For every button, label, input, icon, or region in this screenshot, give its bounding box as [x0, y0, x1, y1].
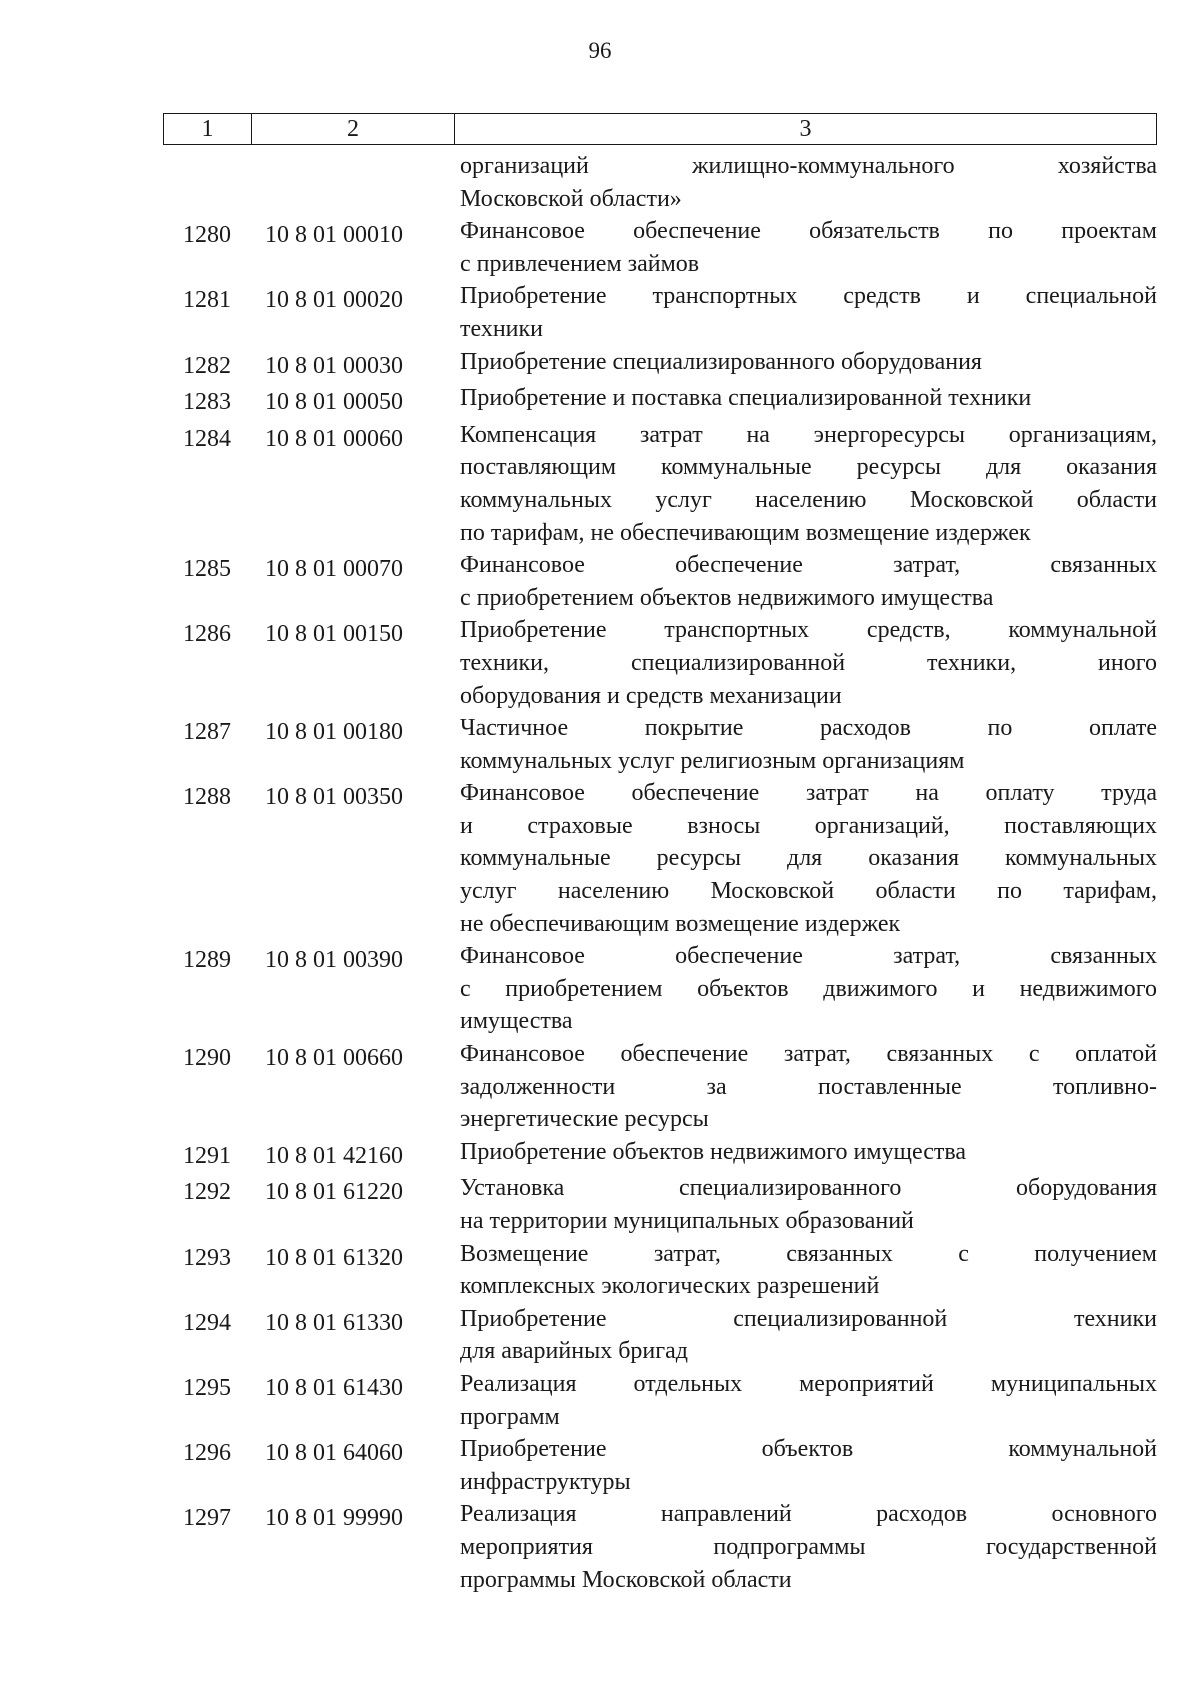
row-code: 10 8 01 00390 [265, 947, 403, 974]
description-line: с приобретением объектов движимого и недвижимого [460, 975, 1157, 1002]
row-description [460, 346, 1157, 383]
row-number: 1285 [183, 556, 231, 583]
table-row [163, 712, 1157, 777]
row-description [460, 150, 1157, 215]
description-line: Приобретение транспортных средств и специальной [460, 283, 1157, 310]
row-description [460, 280, 1157, 345]
row-number: 1281 [183, 287, 231, 314]
row-number: 1290 [183, 1045, 231, 1072]
table-row [163, 1433, 1157, 1498]
description-line: Финансовое обеспечение затрат, связанных с оплатой [460, 1041, 1157, 1068]
table-header [163, 113, 1157, 145]
description-line: программ [460, 1403, 560, 1430]
row-code: 10 8 01 61430 [265, 1374, 403, 1401]
header-col-3: 3 [799, 115, 812, 142]
description-line: для аварийных бригад [460, 1338, 688, 1365]
row-description [460, 777, 1157, 940]
description-line: не обеспечивающим возмещение издержек [460, 910, 901, 937]
description-line: оборудования и средств механизации [460, 682, 842, 709]
table-row [163, 1038, 1157, 1136]
table-row [163, 215, 1157, 280]
row-number: 1297 [183, 1505, 231, 1532]
row-code: 10 8 01 00350 [265, 784, 403, 811]
description-line: энергетические ресурсы [460, 1106, 709, 1133]
description-line: Финансовое обеспечение затрат, связанных [460, 943, 1157, 970]
row-description [460, 1303, 1157, 1368]
description-line: Приобретение объектов недвижимого имущества [460, 1138, 967, 1165]
row-code: 10 8 01 00070 [265, 556, 403, 583]
description-line: задолженности за поставленные топливно- [460, 1073, 1157, 1100]
row-code: 10 8 01 42160 [265, 1142, 403, 1169]
row-number: 1287 [183, 719, 231, 746]
row-number: 1293 [183, 1244, 231, 1271]
description-line: Московской области» [460, 185, 682, 212]
description-line: Финансовое обеспечение затрат на оплату труда [460, 780, 1157, 807]
description-line: Приобретение специализированного оборудования [460, 348, 982, 375]
description-line: коммунальных услуг религиозным организациям [460, 747, 965, 774]
row-number: 1295 [183, 1374, 231, 1401]
row-description [460, 1498, 1157, 1596]
row-code: 10 8 01 00180 [265, 719, 403, 746]
table-row [163, 1498, 1157, 1596]
row-description [460, 1433, 1157, 1498]
row-number: 1282 [183, 352, 231, 379]
row-code: 10 8 01 00060 [265, 425, 403, 452]
row-code: 10 8 01 61330 [265, 1309, 403, 1336]
table-row [163, 150, 1157, 215]
row-number: 1283 [183, 389, 231, 416]
description-line: техники, специализированной техники, иного [460, 649, 1157, 676]
row-number: 1294 [183, 1309, 231, 1336]
description-line: комплексных экологических разрешений [460, 1273, 880, 1300]
table-row [163, 1368, 1157, 1433]
table-row [163, 549, 1157, 614]
row-description [460, 419, 1157, 549]
row-code: 10 8 01 00660 [265, 1045, 403, 1072]
row-number: 1284 [183, 425, 231, 452]
row-code: 10 8 01 64060 [265, 1440, 403, 1467]
table-row [163, 1303, 1157, 1368]
description-line: услуг населению Московской области по тарифам, [460, 878, 1157, 905]
description-line: с привлечением займов [460, 250, 700, 277]
row-description [460, 1368, 1157, 1433]
description-line: Установка специализированного оборудования [460, 1175, 1157, 1202]
table-row [163, 777, 1157, 940]
description-line: программы Московской области [460, 1566, 792, 1593]
description-line: Частичное покрытие расходов по оплате [460, 715, 1157, 742]
row-code: 10 8 01 00030 [265, 352, 403, 379]
row-description [460, 1038, 1157, 1136]
row-description [460, 382, 1157, 419]
row-code: 10 8 01 00020 [265, 287, 403, 314]
table-row [163, 382, 1157, 419]
description-line: Финансовое обеспечение обязательств по проектам [460, 218, 1157, 245]
table-row [163, 419, 1157, 549]
description-line: Возмещение затрат, связанных с получением [460, 1240, 1157, 1267]
table-row [163, 1172, 1157, 1237]
row-code [251, 150, 460, 215]
table-row [163, 346, 1157, 383]
table-row [163, 614, 1157, 712]
row-description [460, 1238, 1157, 1303]
description-line: Приобретение транспортных средств, коммунальной [460, 617, 1157, 644]
row-description [460, 712, 1157, 777]
description-line: Приобретение специализированной техники [460, 1305, 1157, 1332]
description-line: имущества [460, 1008, 573, 1035]
description-line: Приобретение и поставка специализированной техники [460, 385, 1032, 412]
description-line: техники [460, 315, 544, 342]
table-row [163, 280, 1157, 345]
table-row [163, 1238, 1157, 1303]
row-number: 1296 [183, 1440, 231, 1467]
description-line: с приобретением объектов недвижимого имущества [460, 584, 994, 611]
description-line: инфраструктуры [460, 1468, 631, 1495]
row-code: 10 8 01 61220 [265, 1179, 403, 1206]
description-line: коммунальные ресурсы для оказания коммунальных [460, 845, 1157, 872]
row-number: 1291 [183, 1142, 231, 1169]
row-description [460, 1136, 1157, 1173]
row-description [460, 549, 1157, 614]
page-number: 96 [588, 38, 612, 63]
description-line: поставляющим коммунальные ресурсы для оказания [460, 454, 1157, 481]
row-code: 10 8 01 00150 [265, 621, 403, 648]
description-line: мероприятия подпрограммы государственной [460, 1533, 1157, 1560]
description-line: организаций жилищно-коммунального хозяйства [460, 153, 1157, 179]
description-line: Реализация отдельных мероприятий муниципальных [460, 1370, 1157, 1397]
row-number: 1289 [183, 947, 231, 974]
row-description [460, 940, 1157, 1038]
header-col-2: 2 [252, 114, 455, 144]
row-description [460, 614, 1157, 712]
row-description [460, 1172, 1157, 1237]
row-code: 10 8 01 00050 [265, 389, 403, 416]
row-number: 1288 [183, 784, 231, 811]
table-body [163, 150, 1157, 1596]
header-col-1: 1 [164, 114, 252, 144]
row-code: 10 8 01 61320 [265, 1244, 403, 1271]
row-description [460, 215, 1157, 280]
row-code: 10 8 01 00010 [265, 222, 403, 249]
description-line: Реализация направлений расходов основного [460, 1501, 1157, 1528]
description-line: Финансовое обеспечение затрат, связанных [460, 552, 1157, 579]
description-line: коммунальных услуг населению Московской области [460, 486, 1157, 513]
description-line: Приобретение объектов коммунальной [460, 1436, 1157, 1463]
row-code: 10 8 01 99990 [265, 1505, 403, 1532]
row-number: 1292 [183, 1179, 231, 1206]
description-line: Компенсация затрат на энергоресурсы организациям, [460, 421, 1157, 448]
description-line: по тарифам, не обеспечивающим возмещение издержек [460, 519, 1031, 546]
row-number: 1280 [183, 222, 231, 249]
row-number: 1286 [183, 621, 231, 648]
table-row [163, 940, 1157, 1038]
row-number [163, 150, 251, 215]
table-row [163, 1136, 1157, 1173]
description-line: и страховые взносы организаций, поставляющих [460, 812, 1157, 839]
description-line: на территории муниципальных образований [460, 1208, 914, 1234]
